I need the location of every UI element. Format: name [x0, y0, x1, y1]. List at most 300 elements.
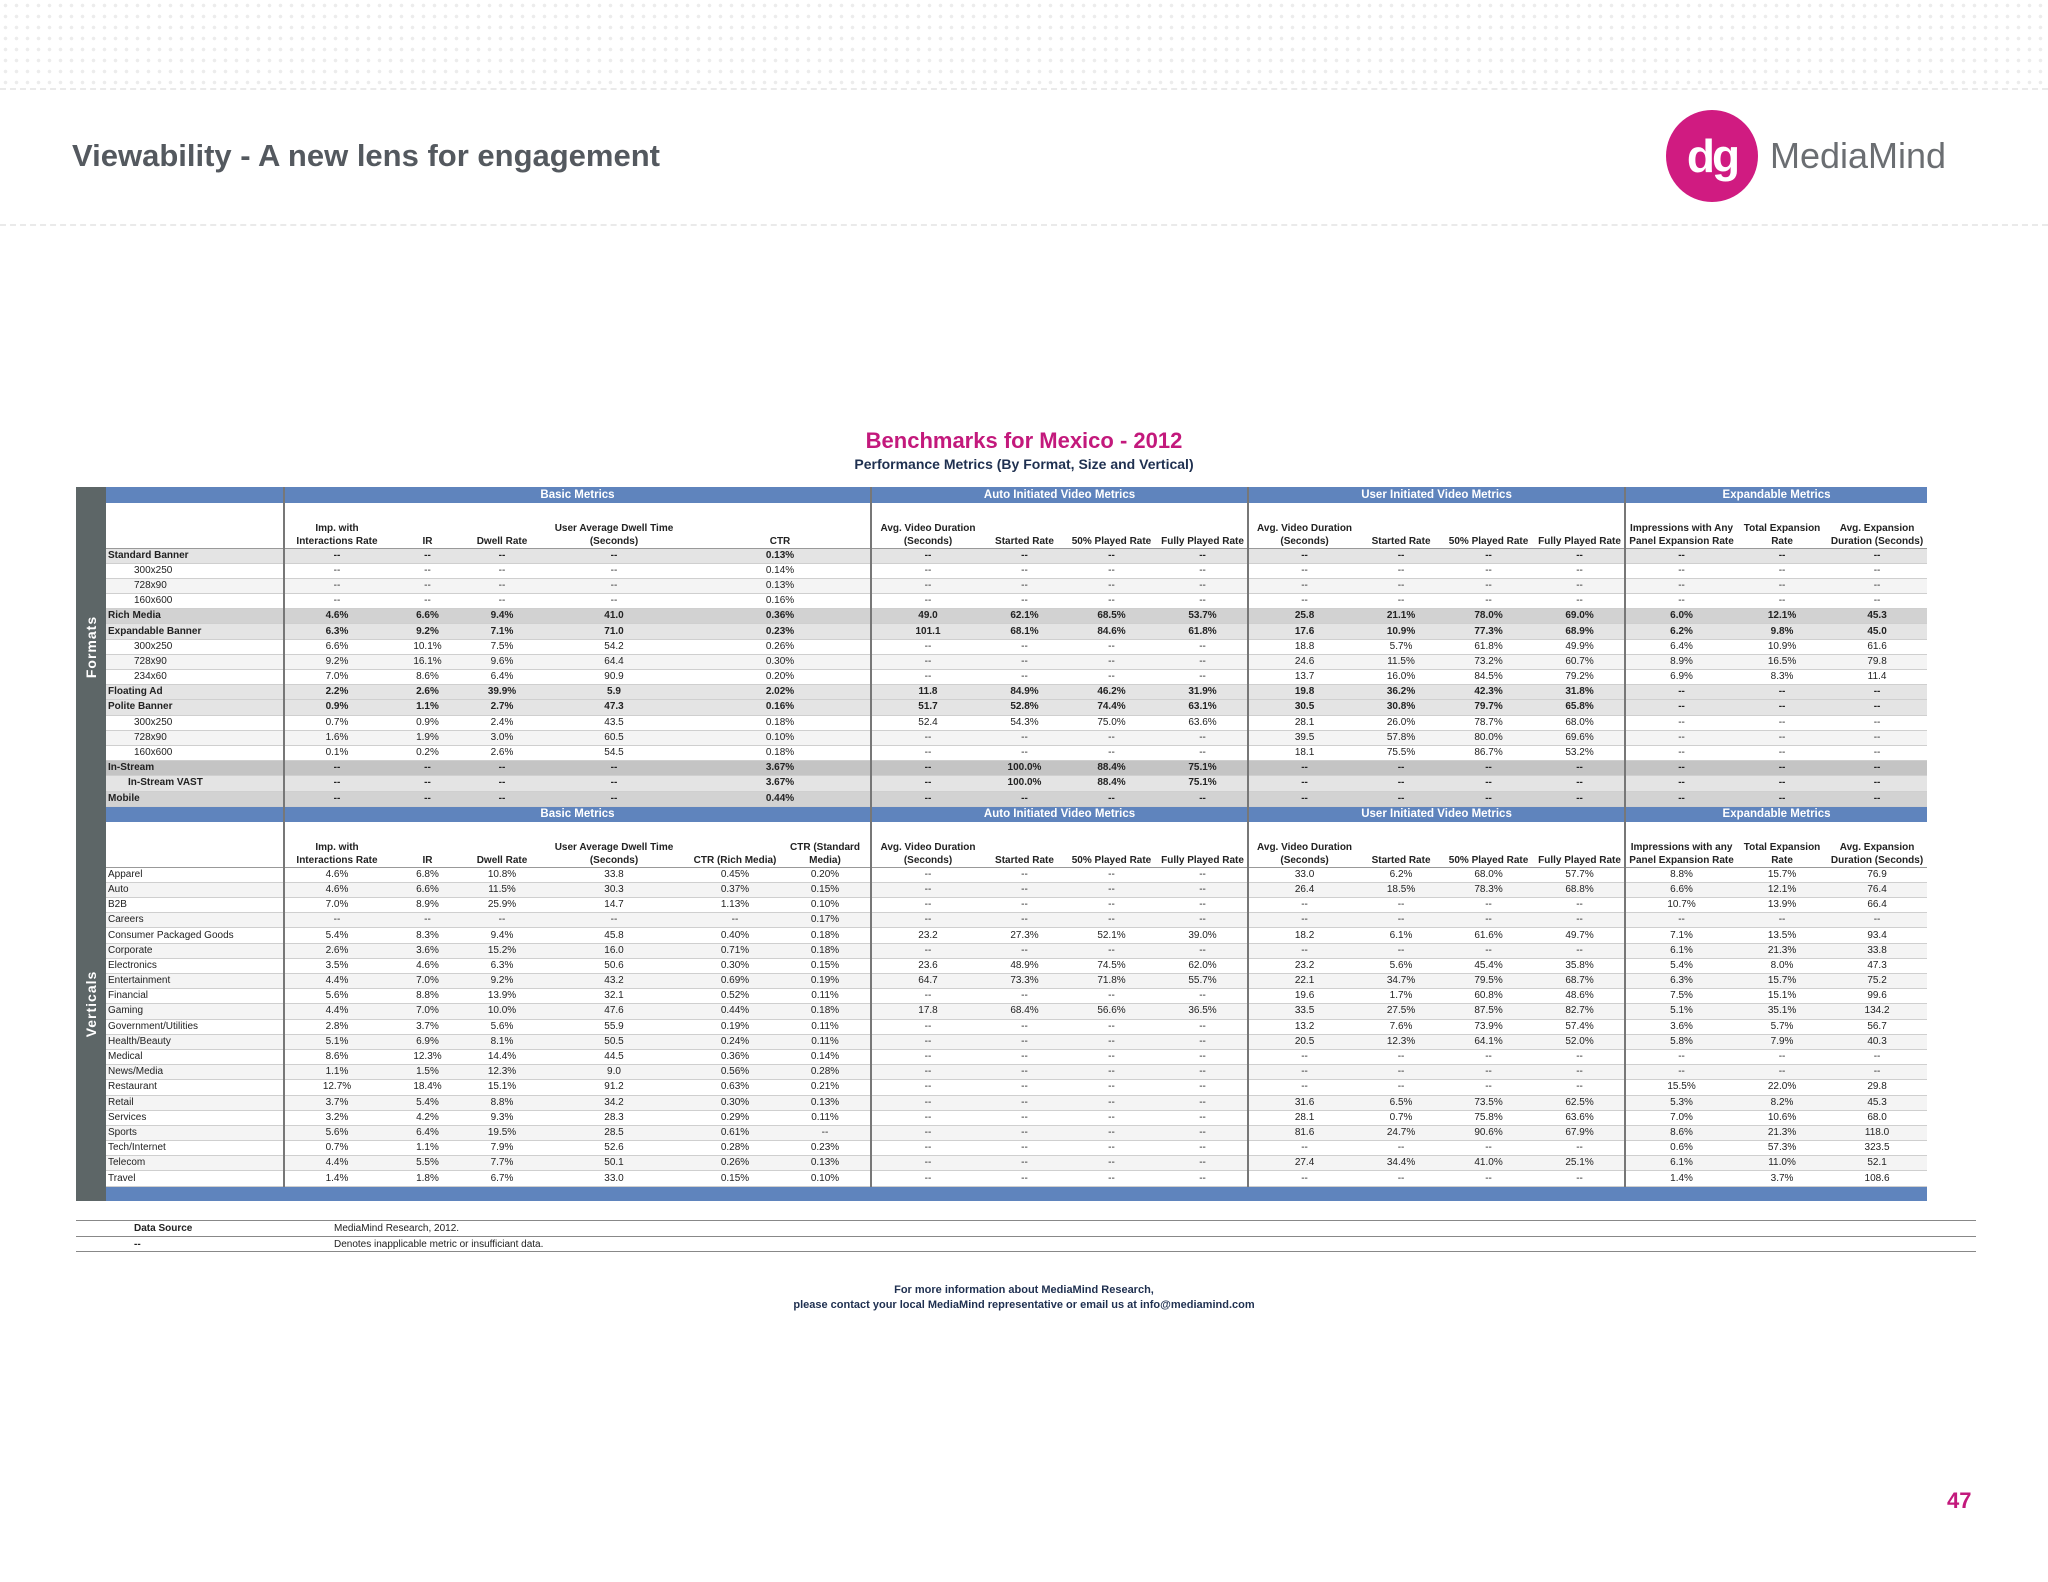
contact-line-1: For more information about MediaMind Research,	[894, 1284, 1154, 1296]
table-cell: --	[1248, 594, 1360, 609]
table-cell: 6.3%	[284, 624, 389, 639]
column-header: CTR (Standard Media)	[780, 822, 871, 867]
table-cell: --	[984, 898, 1065, 913]
table-cell: 48.9%	[984, 958, 1065, 973]
table-cell: --	[538, 791, 690, 806]
table-cell: 29.8	[1827, 1080, 1927, 1095]
table-cell: 0.10%	[780, 898, 871, 913]
table-cell: 0.52%	[690, 989, 780, 1004]
table-cell: --	[1442, 563, 1535, 578]
table-bottom-bar-cell	[106, 1186, 1927, 1201]
table-cell: --	[1535, 548, 1625, 563]
table-cell: 46.2%	[1065, 685, 1158, 700]
table-cell: 54.3%	[984, 715, 1065, 730]
table-cell: 23.6	[871, 958, 984, 973]
table-cell: --	[1737, 715, 1827, 730]
table-cell: 15.2%	[466, 943, 538, 958]
column-header: Imp. with Interactions Rate	[284, 503, 389, 548]
benchmark-title: Benchmarks for Mexico - 2012	[865, 428, 1183, 453]
table-cell: 52.1	[1827, 1156, 1927, 1171]
table-cell: --	[984, 943, 1065, 958]
table-cell: --	[984, 548, 1065, 563]
table-cell: --	[1158, 1156, 1248, 1171]
table-cell: --	[1625, 730, 1737, 745]
table-cell: 65.8%	[1535, 700, 1625, 715]
table-cell: --	[1065, 1125, 1158, 1140]
table-cell: 0.9%	[284, 700, 389, 715]
table-cell: --	[1535, 1049, 1625, 1064]
table-cell: 23.2	[871, 928, 984, 943]
table-cell: 2.8%	[284, 1019, 389, 1034]
table-cell: --	[1442, 1065, 1535, 1080]
table-cell: --	[389, 578, 466, 593]
format-label: Standard Banner	[106, 548, 284, 563]
table-cell: 0.16%	[690, 594, 871, 609]
table-cell: --	[1158, 639, 1248, 654]
table-cell: 100.0%	[984, 776, 1065, 791]
table-cell: 0.17%	[780, 913, 871, 928]
table-cell: --	[871, 1141, 984, 1156]
table-cell: --	[1442, 548, 1535, 563]
table-cell: 5.6%	[1360, 958, 1442, 973]
table-cell: 43.2	[538, 974, 690, 989]
table-cell: --	[1065, 1141, 1158, 1156]
logo-text: MediaMind	[1770, 135, 1947, 176]
table-cell: --	[1158, 578, 1248, 593]
mediamind-logo	[1666, 110, 1946, 202]
table-cell: 23.2	[1248, 958, 1360, 973]
table-cell: 79.7%	[1442, 700, 1535, 715]
table-cell: 4.2%	[389, 1110, 466, 1125]
table-cell: 6.1%	[1625, 1156, 1737, 1171]
table-cell: 0.10%	[690, 730, 871, 745]
table-cell: --	[1827, 730, 1927, 745]
table-cell: 82.7%	[1535, 1004, 1625, 1019]
table-cell: 84.9%	[984, 685, 1065, 700]
table-cell: --	[780, 1125, 871, 1140]
table-cell: 7.1%	[466, 624, 538, 639]
table-cell: --	[1360, 761, 1442, 776]
table-cell: --	[1625, 1049, 1737, 1064]
table-cell: 0.16%	[690, 700, 871, 715]
column-header: Avg. Expansion Duration (Seconds)	[1827, 503, 1927, 548]
table-cell: 0.11%	[780, 1019, 871, 1034]
table-cell: --	[284, 776, 389, 791]
table-cell: 8.2%	[1737, 1095, 1827, 1110]
table-cell: 50.1	[538, 1156, 690, 1171]
vertical-row	[106, 1095, 1927, 1110]
table-cell: 9.8%	[1737, 624, 1827, 639]
table-cell: --	[1248, 1080, 1360, 1095]
column-header: Avg. Video Duration (Seconds)	[871, 822, 984, 867]
table-cell: 3.6%	[1625, 1019, 1737, 1034]
table-cell: 75.1%	[1158, 761, 1248, 776]
table-cell: 68.7%	[1535, 974, 1625, 989]
verticals-side-label	[76, 806, 106, 1201]
table-cell: --	[466, 548, 538, 563]
table-cell: 1.9%	[389, 730, 466, 745]
table-cell: 73.2%	[1442, 654, 1535, 669]
table-cell: 8.3%	[389, 928, 466, 943]
table-cell: 33.0	[1248, 867, 1360, 882]
benchmark-subtitle: Performance Metrics (By Format, Size and Vertical)	[854, 456, 1194, 472]
table-cell: --	[1065, 867, 1158, 882]
formats-side-label	[76, 487, 106, 806]
table-cell: 0.7%	[1360, 1110, 1442, 1125]
table-cell: --	[466, 913, 538, 928]
table-cell: --	[389, 776, 466, 791]
table-cell: --	[1360, 1171, 1442, 1186]
table-cell: 33.8	[1827, 943, 1927, 958]
table-cell: 7.5%	[466, 639, 538, 654]
table-cell: 0.9%	[389, 715, 466, 730]
table-cell: 5.9	[538, 685, 690, 700]
table-cell: 6.2%	[1360, 867, 1442, 882]
table-cell: 0.15%	[690, 1171, 780, 1186]
table-cell: --	[1065, 1156, 1158, 1171]
table-cell: 42.3%	[1442, 685, 1535, 700]
vertical-label: Apparel	[106, 867, 284, 882]
table-cell: 6.3%	[466, 958, 538, 973]
table-cell: --	[1737, 791, 1827, 806]
column-header: Dwell Rate	[466, 822, 538, 867]
table-cell: 26.4	[1248, 882, 1360, 897]
table-cell: --	[466, 761, 538, 776]
table-cell: --	[1625, 685, 1737, 700]
table-cell: 21.1%	[1360, 609, 1442, 624]
table-cell: 7.0%	[389, 974, 466, 989]
table-cell: --	[1360, 943, 1442, 958]
table-cell: 7.0%	[389, 1004, 466, 1019]
table-cell: --	[1248, 1065, 1360, 1080]
table-cell: --	[1065, 1019, 1158, 1034]
table-cell: 9.0	[538, 1065, 690, 1080]
table-cell: 33.0	[538, 1171, 690, 1186]
table-cell: 12.1%	[1737, 609, 1827, 624]
table-cell: 8.6%	[284, 1049, 389, 1064]
table-cell: 39.0%	[1158, 928, 1248, 943]
table-cell: --	[1158, 898, 1248, 913]
table-cell: --	[1158, 989, 1248, 1004]
table-cell: --	[1535, 761, 1625, 776]
column-header: 50% Played Rate	[1065, 503, 1158, 548]
metric-group-header: Basic Metrics	[284, 806, 871, 822]
vertical-row	[106, 1004, 1927, 1019]
table-cell: 73.9%	[1442, 1019, 1535, 1034]
table-cell: 54.5	[538, 745, 690, 760]
table-cell: 8.8%	[1625, 867, 1737, 882]
table-cell: 8.8%	[389, 989, 466, 1004]
table-cell: 6.6%	[389, 882, 466, 897]
table-cell: --	[1827, 685, 1927, 700]
table-cell: 5.6%	[284, 989, 389, 1004]
table-cell: 11.4	[1827, 670, 1927, 685]
table-cell: 61.6%	[1442, 928, 1535, 943]
table-cell: 35.8%	[1535, 958, 1625, 973]
table-cell: --	[1625, 791, 1737, 806]
table-cell: --	[871, 1034, 984, 1049]
vertical-row	[106, 928, 1927, 943]
table-cell: 0.44%	[690, 1004, 780, 1019]
table-cell: 9.4%	[466, 609, 538, 624]
vertical-label: News/Media	[106, 1065, 284, 1080]
table-cell: 3.67%	[690, 761, 871, 776]
table-cell: --	[1158, 882, 1248, 897]
table-cell: 2.6%	[389, 685, 466, 700]
table-cell: 68.0%	[1442, 867, 1535, 882]
column-header: Impressions with Any Panel Expansion Rate	[1625, 503, 1737, 548]
column-header: Started Rate	[1360, 822, 1442, 867]
table-cell: --	[466, 594, 538, 609]
table-cell: 7.9%	[466, 1141, 538, 1156]
table-cell: 52.0%	[1535, 1034, 1625, 1049]
metric-group-header-row	[106, 806, 1927, 822]
table-cell: --	[1535, 898, 1625, 913]
format-row	[106, 761, 1927, 776]
table-cell: --	[1360, 1080, 1442, 1095]
table-cell: --	[284, 791, 389, 806]
table-cell: --	[871, 791, 984, 806]
format-row	[106, 594, 1927, 609]
format-row	[106, 654, 1927, 669]
column-header: Impressions with any Panel Expansion Rate	[1625, 822, 1737, 867]
table-cell: 12.1%	[1737, 882, 1827, 897]
header-divider-bottom	[0, 224, 2048, 226]
header-divider-top	[0, 88, 2048, 90]
table-cell: --	[1248, 1049, 1360, 1064]
table-cell: 75.0%	[1065, 715, 1158, 730]
table-cell: 3.7%	[1737, 1171, 1827, 1186]
table-cell: 0.6%	[1625, 1141, 1737, 1156]
table-cell: 62.1%	[984, 609, 1065, 624]
vertical-label: Telecom	[106, 1156, 284, 1171]
table-cell: 68.0%	[1535, 715, 1625, 730]
table-cell: --	[1535, 563, 1625, 578]
table-cell: 52.1%	[1065, 928, 1158, 943]
table-cell: --	[871, 1080, 984, 1095]
table-cell: --	[871, 594, 984, 609]
vertical-row	[106, 1125, 1927, 1140]
contact-line-2: please contact your local MediaMind representative or email us at info@mediamind.com	[793, 1299, 1255, 1311]
table-cell: --	[690, 913, 780, 928]
table-cell: --	[1535, 791, 1625, 806]
table-cell: --	[984, 1156, 1065, 1171]
table-cell: 73.5%	[1442, 1095, 1535, 1110]
table-cell: 0.56%	[690, 1065, 780, 1080]
table-cell: --	[871, 670, 984, 685]
table-cell: --	[1737, 563, 1827, 578]
table-cell: --	[1065, 913, 1158, 928]
dotted-header-pattern	[0, 0, 2048, 88]
table-cell: 0.37%	[690, 882, 780, 897]
column-header: Imp. with Interactions Rate	[284, 822, 389, 867]
table-cell: 4.6%	[284, 882, 389, 897]
table-cell: 7.0%	[284, 670, 389, 685]
table-cell: --	[1827, 1049, 1927, 1064]
table-cell: 0.28%	[690, 1141, 780, 1156]
column-header	[106, 503, 284, 548]
table-cell: 0.2%	[389, 745, 466, 760]
table-cell: 68.9%	[1535, 624, 1625, 639]
table-cell: 6.1%	[1625, 943, 1737, 958]
table-cell: 3.7%	[389, 1019, 466, 1034]
column-header: Started Rate	[1360, 503, 1442, 548]
table-cell: 84.6%	[1065, 624, 1158, 639]
table-cell: 118.0	[1827, 1125, 1927, 1140]
metric-group-header: Expandable Metrics	[1625, 487, 1927, 503]
table-cell: 19.5%	[466, 1125, 538, 1140]
table-cell: 21.3%	[1737, 1125, 1827, 1140]
table-cell: --	[984, 1141, 1065, 1156]
table-cell: --	[984, 882, 1065, 897]
table-cell: 45.0	[1827, 624, 1927, 639]
table-cell: 68.4%	[984, 1004, 1065, 1019]
table-cell: --	[984, 1019, 1065, 1034]
table-cell: --	[1360, 594, 1442, 609]
table-cell: 5.1%	[1625, 1004, 1737, 1019]
table-cell: --	[1737, 700, 1827, 715]
table-cell: 0.26%	[690, 639, 871, 654]
table-cell: 19.6	[1248, 989, 1360, 1004]
table-cell: --	[984, 1080, 1065, 1095]
table-cell: 60.7%	[1535, 654, 1625, 669]
table-cell: 33.5	[1248, 1004, 1360, 1019]
column-header: 50% Played Rate	[1065, 822, 1158, 867]
table-cell: --	[984, 791, 1065, 806]
vertical-row	[106, 882, 1927, 897]
table-cell: 62.0%	[1158, 958, 1248, 973]
table-cell: --	[1625, 1065, 1737, 1080]
table-cell: 0.26%	[690, 1156, 780, 1171]
table-cell: 5.7%	[1737, 1019, 1827, 1034]
format-row	[106, 715, 1927, 730]
table-cell: 0.15%	[780, 958, 871, 973]
vertical-row	[106, 1080, 1927, 1095]
format-row	[106, 745, 1927, 760]
vertical-row	[106, 989, 1927, 1004]
table-cell: 79.5%	[1442, 974, 1535, 989]
table-cell: --	[871, 1110, 984, 1125]
table-cell: 0.18%	[780, 943, 871, 958]
table-cell: --	[1065, 1171, 1158, 1186]
table-cell: 45.3	[1827, 1095, 1927, 1110]
table-cell: --	[871, 654, 984, 669]
table-cell: 7.6%	[1360, 1019, 1442, 1034]
table-cell: 74.5%	[1065, 958, 1158, 973]
table-cell: 40.3	[1827, 1034, 1927, 1049]
table-cell: 0.44%	[690, 791, 871, 806]
table-cell: 323.5	[1827, 1141, 1927, 1156]
table-cell: 0.18%	[780, 928, 871, 943]
table-cell: 64.4	[538, 654, 690, 669]
table-cell: 8.6%	[389, 670, 466, 685]
table-cell: --	[1625, 745, 1737, 760]
table-cell: --	[1065, 745, 1158, 760]
table-cell: 45.4%	[1442, 958, 1535, 973]
table-cell: 8.0%	[1737, 958, 1827, 973]
table-cell: 6.0%	[1625, 609, 1737, 624]
table-cell: --	[1827, 791, 1927, 806]
table-cell: --	[466, 791, 538, 806]
table-cell: --	[466, 563, 538, 578]
table-cell: 21.3%	[1737, 943, 1827, 958]
table-cell: 0.13%	[780, 1095, 871, 1110]
table-cell: 0.19%	[690, 1019, 780, 1034]
table-bottom-bar	[106, 1186, 1927, 1201]
table-cell: 12.3%	[1360, 1034, 1442, 1049]
table-cell: 75.2	[1827, 974, 1927, 989]
table-cell: 0.14%	[780, 1049, 871, 1064]
table-cell: --	[1360, 776, 1442, 791]
table-cell: 81.6	[1248, 1125, 1360, 1140]
legend-key: Data Source	[134, 1223, 193, 1234]
table-cell: --	[1248, 913, 1360, 928]
table-cell: --	[1065, 1049, 1158, 1064]
table-cell: --	[1737, 685, 1827, 700]
table-cell: --	[1065, 670, 1158, 685]
vertical-label: Medical	[106, 1049, 284, 1064]
table-cell: 6.1%	[1360, 928, 1442, 943]
format-row	[106, 700, 1927, 715]
column-header: User Average Dwell Time (Seconds)	[538, 503, 690, 548]
table-cell: --	[984, 867, 1065, 882]
table-cell: --	[1737, 776, 1827, 791]
table-cell: 8.9%	[1625, 654, 1737, 669]
table-cell: 0.18%	[690, 715, 871, 730]
table-cell: 9.2%	[389, 624, 466, 639]
table-cell: 0.7%	[284, 1141, 389, 1156]
table-cell: --	[1625, 594, 1737, 609]
table-cell: 76.9	[1827, 867, 1927, 882]
column-header: Started Rate	[984, 822, 1065, 867]
logo-mark: dg	[1666, 110, 1758, 202]
table-cell: 6.7%	[466, 1171, 538, 1186]
table-cell: 0.21%	[780, 1080, 871, 1095]
table-cell: --	[1360, 563, 1442, 578]
table-cell: 0.61%	[690, 1125, 780, 1140]
table-cell: 3.5%	[284, 958, 389, 973]
table-cell: 25.9%	[466, 898, 538, 913]
table-cell: --	[1158, 1171, 1248, 1186]
format-row	[106, 624, 1927, 639]
format-row	[106, 791, 1927, 806]
table-cell: 54.2	[538, 639, 690, 654]
table-cell: --	[1158, 1125, 1248, 1140]
table-cell: 5.7%	[1360, 639, 1442, 654]
table-cell: 88.4%	[1065, 761, 1158, 776]
data-source-legend	[76, 1220, 1976, 1252]
column-header: Total Expansion Rate	[1737, 503, 1827, 548]
table-cell: 0.40%	[690, 928, 780, 943]
table-cell: --	[984, 1065, 1065, 1080]
table-cell: 26.0%	[1360, 715, 1442, 730]
table-cell: 35.1%	[1737, 1004, 1827, 1019]
table-cell: 30.3	[538, 882, 690, 897]
table-cell: --	[284, 563, 389, 578]
table-cell: 78.7%	[1442, 715, 1535, 730]
table-cell: 63.6%	[1158, 715, 1248, 730]
metric-group-header: Auto Initiated Video Metrics	[871, 487, 1248, 503]
table-cell: 44.5	[538, 1049, 690, 1064]
table-cell: 50.5	[538, 1034, 690, 1049]
table-cell: --	[984, 639, 1065, 654]
format-label: Rich Media	[106, 609, 284, 624]
table-cell: 0.23%	[690, 624, 871, 639]
vertical-row	[106, 943, 1927, 958]
table-cell: --	[1625, 548, 1737, 563]
table-cell: 6.4%	[466, 670, 538, 685]
table-cell: 6.4%	[1625, 639, 1737, 654]
